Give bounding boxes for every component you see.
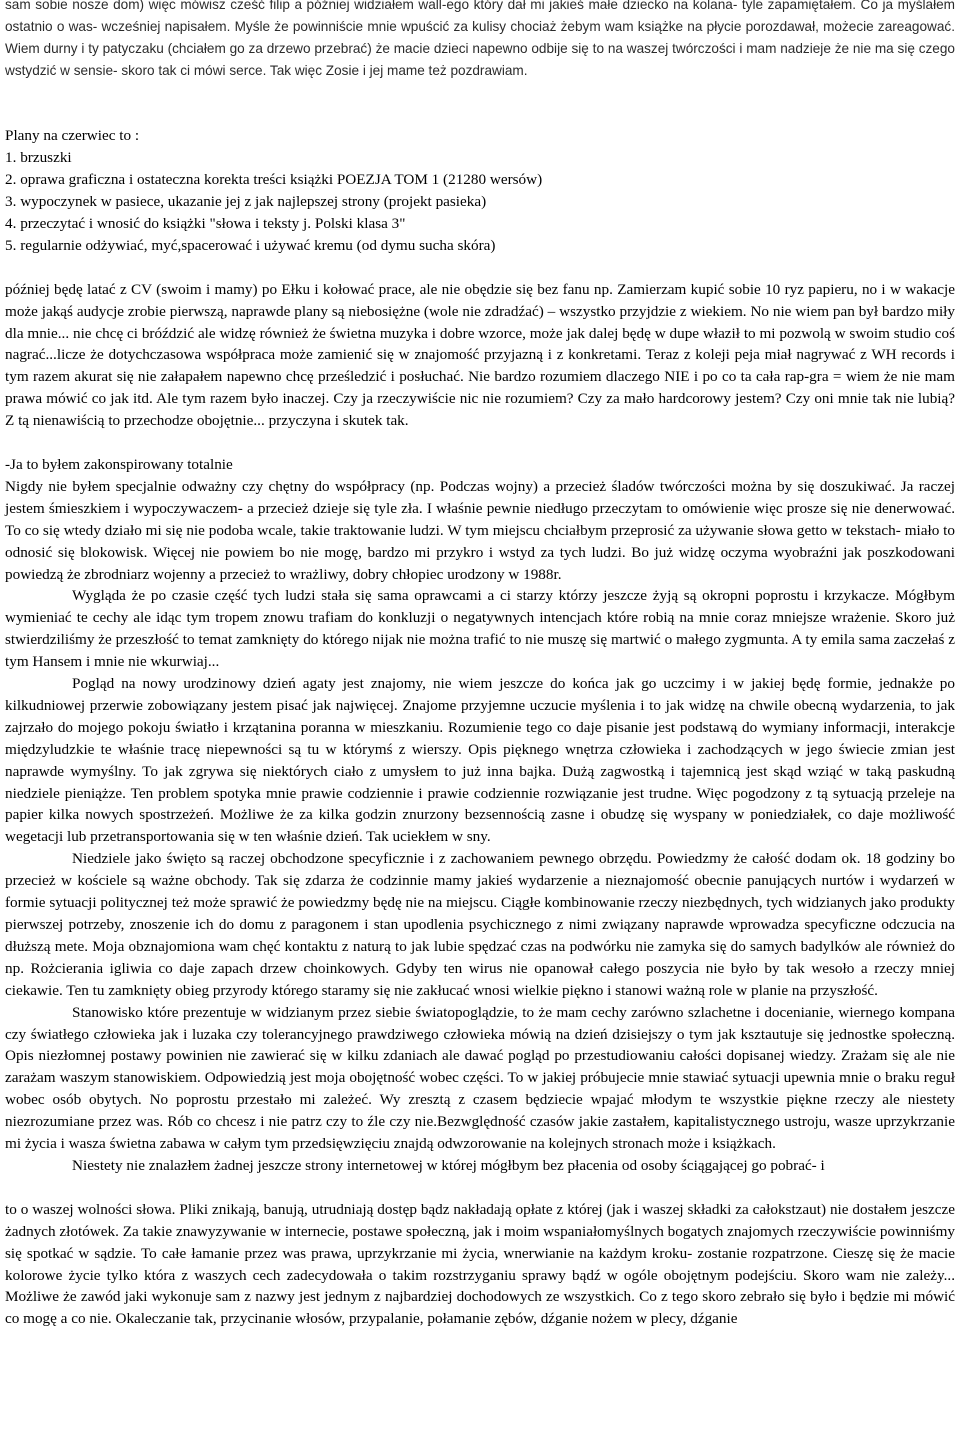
spacer (5, 82, 955, 126)
paragraph-poglad: Pogląd na nowy urodzinowy dzień agaty jest znajomy, nie wiem jeszcze do końca jak go uczcimy i w jakiej będę formie, jednakże po kilkudniowej przerwie zobowiązany jestem pisać jak najwięcej. Znajome przyjemne uczucie myślenia i to jak widzę na chwile obecną wydarzenia, to jak zajrzało do mojego pokoju światło i krzątanina poranna w mieszkaniu. Rozumienie tego co daje pisanie jest podstawą do wymiany informacji, interakcje międzyludzkie te właśnie tracę niepewności są tu w którymś z wierszy. Opis pięknego wnętrza człowieka i zachodzących w jego świecie zmian jest naprawde wymyślny. To jak zgrywa się niektórych ciało z umysłem to już inna bajka. Dużą zagwostką i tajemnicą jest skąd wziąć w taką paskudną niedziele pieniążze. Ten problem spotyka mnie prawie codziennie i prawie codziennie rozwiązanie jest trudne. Więc pogodzony z tą sytuacją przeleje na papier kilka nowych spostrzeżeń. Możliwe że za kilka godzin znurzony bezsennością zasne i obudzę się wyspany w poniedziałek, co daje możliwość wegetacji lub przetransportowania się w ten właśnie dzień. Tak uciekłem w sny. (5, 675, 955, 846)
paragraph-nigdy: Nigdy nie byłem specjalnie odważny czy chętny do współpracy (np. Podczas wojny) a przecież śladów twórczości można by się doszukiwać. Ja raczej jestem śmieszkiem i wypoczywaczem- a przecież dzieje się tyle zła. I właśnie pewnie niedługo przeczytam to omówienie więc prosze się nie denerwować. To co się wtedy działo mi się nie podoba wcale, takie traktowanie ludzi. W tym miejscu chciałbym przeprosić za używanie słowa getto w tekstach- miało to odnosić się blokowisk. Więcej nie powiem bo nie mogę, bardzo mi przykro i wstyd za tych ludzi. Bo już widzę oczyma wyobraźni jak poszkodowani powiedzą że zbrodniarz wojenny a przecież to wrażliwy, dobry chłopiec urodzony w 1988r. (5, 477, 955, 583)
paragraph-niedziele: Niedziele jako święto są raczej obchodzone specyficznie i z zachowaniem pewnego obrzędu. Powiedzmy że całość dodam ok. 18 godziny bo przecież w kościele są ważne obchody. Tak się zdarza że codzinnie mamy jakieś wydarzenie a nieznajomość obecnie panujących nurtów i wydarzeń w formie sytuacji politycznej też może sprawić że powiedzmy będę nie na miejscu. Ciągłe kombinowanie rzeczy niezbędnych, tych widzianych jako produkty pierwszej potrzeby, znoszenie ich do domu z paragonem i stan upodlenia psychicznego z nimi związany naprawde wprowadza specyficzne odczucia na dłuższą mete. Moja obznajomiona wam chęć kontaktu z naturą to jak lubie spędzać czas na podwórku nie zamyka się do samych badylków ale również do np. Rożcierania igliwia co daje zapach drzew choinkowych. Gdyby ten wirus nie opanował całego poszycia nie było by tak wesoło a rzeczy mniej ciekawie. Ten tu zamknięty obieg przyrody którego staramy się nie zakłucać wnosi wielkie piękno i stanowi ważną role w planie na przyszłość. (5, 850, 955, 999)
plans-title: Plany na czerwiec to : (5, 127, 140, 145)
plans-item: 5. regularnie odżywiać, myć,spacerować i używać kremu (od dymu sucha skóra) (5, 236, 496, 254)
plans-item: 1. brzuszki (5, 149, 72, 167)
document-page (5, 0, 955, 1330)
paragraph-niestety: Niestety nie znalazłem żadnej jeszcze strony internetowej w której mógłbym bez płacenia od osoby ściągającej go pobrać- i (72, 1156, 825, 1174)
paragraph-wyglada: Wygląda że po czasie część tych ludzi stała się sama oprawcami a ci starzy którzy jeszcze żyją są okropni poprostu i krzykacze. Mógłbym wymieniać te cechy ale idąc tym tropem znowu trafiam do konkluzji o negatywnych intencjach które robią na mnie coraz mniejsze wrażenie. Skoro już stwierdziliśmy że przeszłość to temat zamknięty do którego nijak nie można trafić to nie muszę się martwić o małego zygmunta. A ty emila sama zaczełaś z tym Hansem i mnie nie wkurwiaj... (5, 587, 955, 671)
spacer (5, 257, 955, 279)
spacer (5, 432, 955, 454)
plans-list (5, 147, 955, 257)
paragraph-cv: później będę latać z CV (swoim i mamy) po Ełku i kołować prace, ale nie obędzie się bez fanu np. Zamierzam kupić sobie 10 ryz papieru, no i w wakacje może jakąś audycje zrobie pierwszą, naprawde plany są niebosiężne (wole nie zdradźać) – wszystko przyjdzie z wiekiem. No nie wiem pan był bardzo miły dla mnie... nie chcę ci bróździć ale widzę również że świetna muzyka i dobre wzorce, może jak dalej będę w dupe właził to mi pozwolą w swoim studio coś nagrać...licze że dotychczasowa współpraca może zamienić się w znajomość przyjazną i z konkretami. Teraz z koleji peja miał nagrywać z WH records i tym razem akurat się nie załapałem napewno chcę prześledzić i posłuchać. Nie bardzo rozumiem dlaczego NIE i po co ta cała rap-gra = wiem że nie mam prawa mówić co jak itd. Ale tym razem było inaczej. Czy ja rzeczywiście nic nie rozumiem? Czy za mało hardcorowy jestem? Czy oni mnie tak nie lubią? Z tą nienawiścią to przechodze obojętnie... przyczyna i skutek tak. (5, 280, 955, 430)
plans-item: 3. wypoczynek w pasiece, ukazanie jej z jak najlepszej strony (projekt pasieka) (5, 193, 487, 211)
konspiracja-line: -Ja to byłem zakonspirowany totalnie (5, 455, 233, 473)
plans-item: 2. oprawa graficzna i ostateczna korekta treści książki POEZJA TOM 1 (21280 wersów) (5, 171, 543, 189)
spacer (5, 1177, 955, 1199)
plans-item: 4. przeczytać i wnosić do książki "słowa i teksty j. Polski klasa 3" (5, 215, 406, 233)
paragraph-wolnosc: to o waszej wolności słowa. Pliki znikają, banują, utrudniają dostęp bądz nakładają opłate z której (jak i waszej składki za całokstzaut) nie dostałem jeszcze żadnych złotówek. Za takie znawyzywanie w internecie, postawe społeczną, jak i moim wspaniałomyślnych bogatych znajomych rzeczywiście powinniśmy się spotkać w sądzie. To całe łamanie przez was prawa, uprzykrzanie mi życia, wnerwianie na każdym kroku- zostanie rozpatrzone. Cieszę się że macie kolorowe życie tylko która z waszych cech zadecydowała o takim rozstrzyganiu sprawy bądź w ogóle obojętnym podejściu. Skoro wam nie zależy... Możliwe że zawód jaki wykonuje sam z nazwy jest jednym z najbardziej dochodowych ze wszystkich. Co z tego skoro zebrało się było i będzie mi mówić co mogę a co nie. Okaleczanie tak, przycinanie włosów, przypalanie, połamanie zębów, dźganie nożem w plecy, dźganie (5, 1200, 955, 1328)
intro-paragraph: sam sobie nosze dom) więc mówisz cześć filip a później widziałem wall-ego który dał mi jakieś małe dziecko na kolana- tyle zapamiętałem. Co ja myślałem ostatnio o was- wcześniej napisałem. Myśle że powinniście mnie wpuścić za kulisy chociaż żebym wam książke na płycie porozdawał, możecie zareagować. Wiem durny i ty patyczaku (chciałem go za drzewo przebrać) że macie dzieci napewno odbije się to na waszej twórczości i mam nadzieje że nie ma się czego wstydzić w sensie- skoro tak ci mówi serce. Tak więc Zosie i jej mame też pozdrawiam. (5, 0, 955, 78)
paragraph-stanowisko: Stanowisko które prezentuje w widzianym przez siebie światopoglądzie, to że mam cechy zarówno szlachetne i docenianie, wiernego kompana czy światłego człowieka jak i luzaka czy tolerancyjnego prawdziwego człowieka mówią na dzień dzisiejszy o tym jak ksztautuje się jednostke społeczną. Opis niezłomnej postawy powinien nie zawierać się w kilku zdaniach ale dawać pogląd po przestudiowaniu całości dopisanej wiedzy. Zrażam się ale nie zarażam waszym stanowiskiem. Odpowiedzią jest moja obojętność wobec części. To w jakiej próbujecie mnie stawiać sytuacji upewnia mnie o braku reguł wobec osób obytych. No poprostu przestało mi zależeć. Wy zresztą z czasem będziecie wpajać młodym te wszystkie piękne rzeczy ale niestety niezrozumiane przez was. Rób co chcesz i nie patrz czy to źle czy nie.Bezwględność czasów jakie zastałem, kapitalistycznego ustroju, wasze uprzykrzanie mi życia i wasza świetna zabawa w całym tym przedsięwzięciu znajdą odwzorowanie na kolejnych stronach może i książkach. (5, 1003, 955, 1153)
